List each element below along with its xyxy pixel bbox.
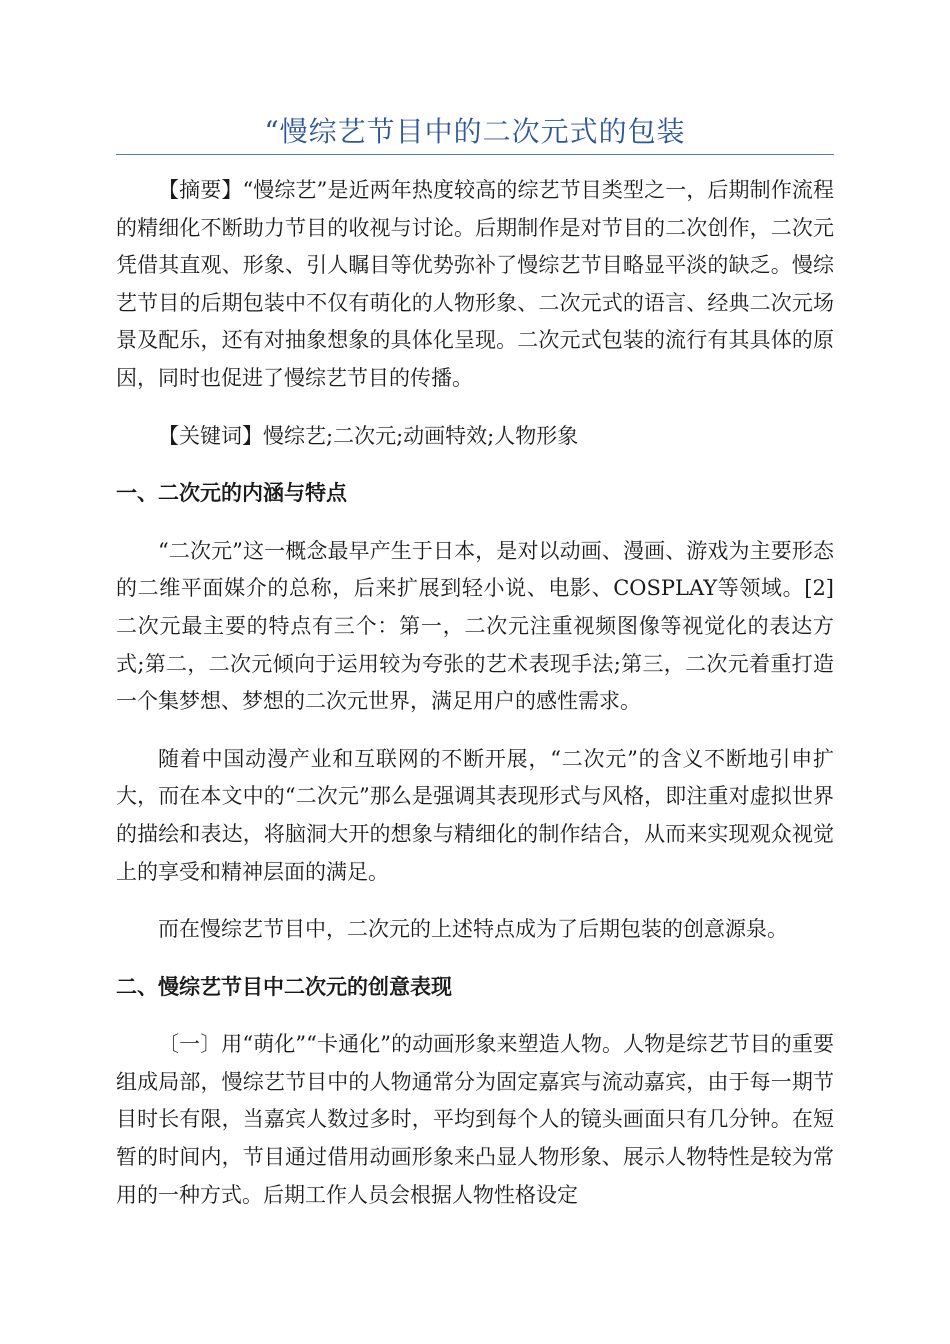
keywords-paragraph: 【关键词】慢综艺;二次元;动画特效;人物形象 [158,423,579,448]
section-1-paragraph-1: “二次元”这一概念最早产生于日本，是对以动画、漫画、游戏为主要形态的二维平面媒介的总称，后来扩展到轻小说、电影、COSPLAY等领域。[2]二次元最主要的特点有三个：第一，二次元注重视频图像等视觉化的表达方式;第二，二次元倾向于运用较为夸张的艺术表现手法;第三，二次元着重打造一个集梦想、梦想的二次元世界，满足用户的感性需求。 [116,538,834,714]
section-2-heading: 二、慢综艺节目中二次元的创意表现 [116,974,452,999]
document-body [116,172,834,1234]
section-1-heading: 一、二次元的内涵与特点 [116,481,347,506]
document-title: “慢综艺节目中的二次元式的包装 [264,115,686,148]
abstract-paragraph: 【摘要】“慢综艺”是近两年热度较高的综艺节目类型之一，后期制作流程的精细化不断助力节目的收视与讨论。后期制作是对节目的二次创作，二次元凭借其直观、形象、引人瞩目等优势弥补了慢综艺节目略显平淡的缺乏。慢综艺节目的后期包装中不仅有萌化的人物形象、二次元式的语言、经典二次元场景及配乐，还有对抽象想象的具体化呈现。二次元式包装的流行有其具体的原因，同时也促进了慢综艺节目的传播。 [116,178,834,390]
section-2-paragraph-1: 〔一〕用“萌化”“卡通化”的动画形象来塑造人物。人物是综艺节目的重要组成局部，慢综艺节目中的人物通常分为固定嘉宾与流动嘉宾，由于每一期节目时长有限，当嘉宾人数过多时，平均到每个人的镜头画面只有几分钟。在短暂的时间内，节目通过借用动画形象来凸显人物形象、展示人物特性是较为常用的一种方式。后期工作人员会根据人物性格设定 [116,1032,834,1207]
title-underline [116,154,834,155]
section-1-paragraph-2: 随着中国动漫产业和互联网的不断开展，“二次元”的含义不断地引申扩大，而在本文中的“二次元”那么是强调其表现形式与风格，即注重对虚拟世界的描绘和表达，将脑洞大开的想象与精细化的制作结合，从而来实现观众视觉上的享受和精神层面的满足。 [116,746,834,884]
section-1-paragraph-3: 而在慢综艺节目中，二次元的上述特点成为了后期包装的创意源泉。 [158,917,788,942]
